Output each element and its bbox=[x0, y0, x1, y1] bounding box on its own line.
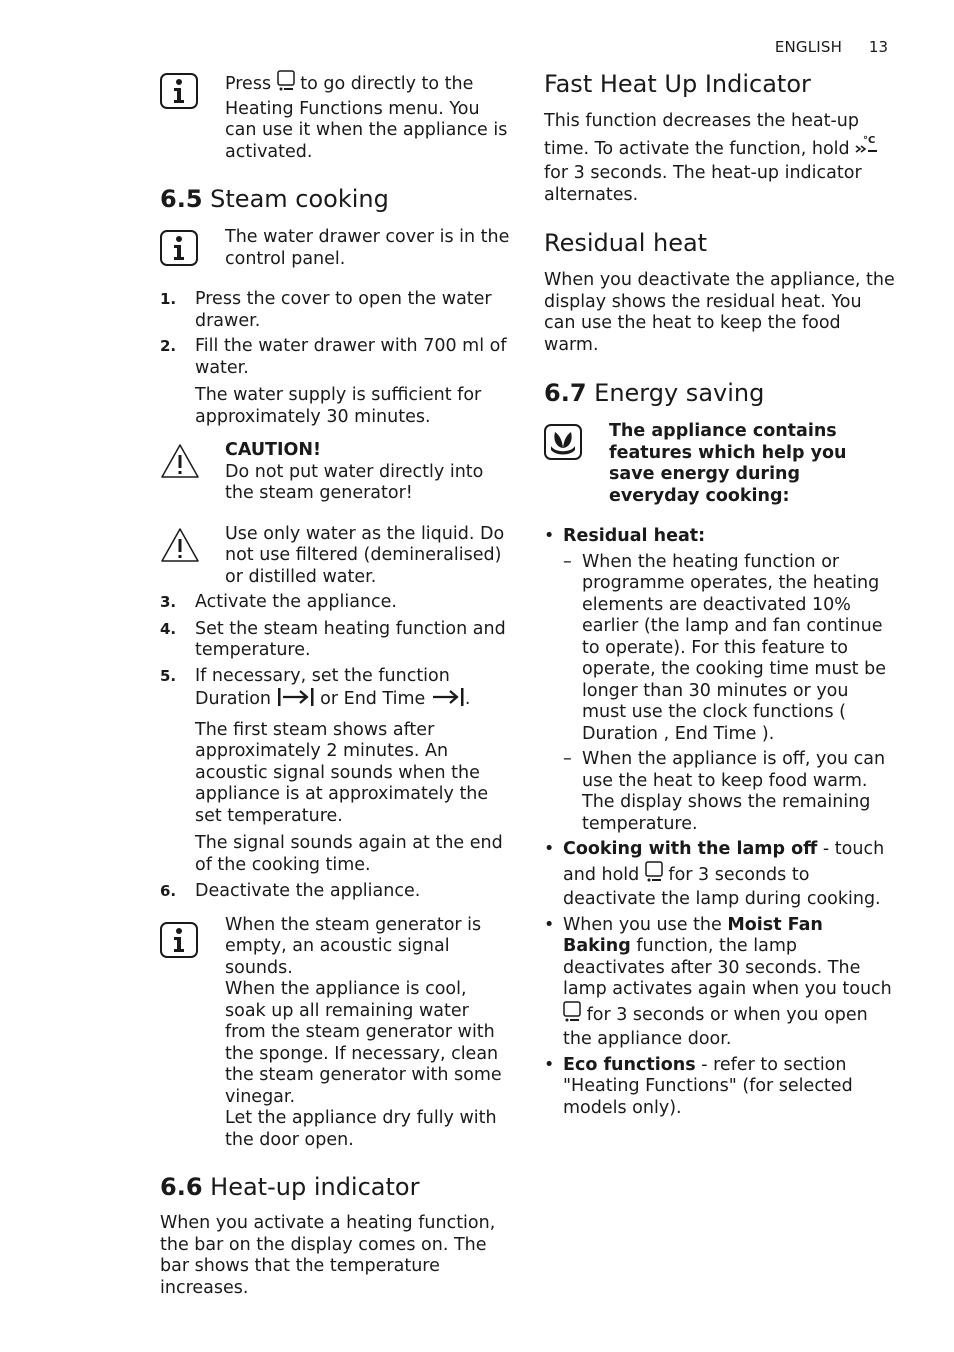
bullet-item: • Residual heat: bbox=[544, 526, 706, 546]
step-item: 4. Set the steam heating function and temperature. bbox=[160, 618, 506, 660]
heat-up-indicator-text: When you activate a heating function, the bar on the display comes on. The bar shows that the temperature increases. bbox=[160, 1213, 496, 1298]
step-item: 6. Deactivate the appliance. bbox=[160, 881, 421, 901]
caution-note bbox=[160, 440, 512, 505]
dash-item: – When the appliance is off, you can use the heat to keep food warm. The display shows the remaining temperature. bbox=[563, 749, 886, 834]
duration-icon bbox=[277, 687, 315, 714]
light-button-icon bbox=[645, 861, 663, 890]
residual-heat-heading: Residual heat bbox=[544, 229, 708, 257]
caution-title: CAUTION! bbox=[225, 440, 322, 460]
bullet-item: • Cooking with the lamp off - touch and hold for 3 seconds to deactivate the lamp during cooking. bbox=[544, 839, 885, 909]
svg-text:°C: °C bbox=[863, 134, 876, 146]
light-button-icon bbox=[563, 1001, 581, 1030]
intro-note bbox=[160, 70, 512, 163]
step-item: 2. Fill the water drawer with 700 ml of water. bbox=[160, 336, 507, 378]
steam-note bbox=[160, 227, 512, 270]
heat-up-indicator-heading: 6.6 Heat-up indicator bbox=[160, 1173, 420, 1201]
end-time-icon bbox=[431, 687, 465, 714]
energy-note-text: The appliance contains features which help you save energy during everyday cooking: bbox=[609, 421, 847, 506]
language-label: ENGLISH bbox=[774, 38, 843, 56]
step-sub-text: The water supply is sufficient for approximately 30 minutes. bbox=[195, 385, 482, 427]
page-header bbox=[775, 38, 888, 56]
step-item: 3. Activate the appliance. bbox=[160, 592, 397, 612]
fast-heat-up-text: This function decreases the heat-up time. To activate the function, hold °C for 3 seconds. The heat-up indicator alternates. bbox=[544, 111, 896, 206]
steam-generator-note: When the steam generator is empty, an acoustic signal sounds. When the appliance is cool, soak up all remaining water from the steam generator with the sponge. If necessary, clean the steam generator with some vinegar. Let the appliance dry fully with the door open. bbox=[160, 915, 512, 1152]
bullet-item: • When you use the Moist Fan Baking function, the lamp deactivates after 30 seconds. The lamp activates again when you touch for 3 seconds or when you open the appliance door. bbox=[544, 914, 892, 1049]
leaf-hand-icon bbox=[544, 424, 584, 464]
liquid-warning bbox=[160, 524, 512, 589]
step-sub-text: The first steam shows after approximately 2 minutes. An acoustic signal sounds when the appliance is at approximately the set temperature. bbox=[195, 719, 489, 826]
info-icon bbox=[160, 922, 200, 962]
step-item: 5. If necessary, set the function Duration or End Time . bbox=[160, 666, 512, 714]
liquid-warning-text: Use only water as the liquid. Do not use filtered (demineralised) or distilled water. bbox=[225, 523, 505, 587]
page-number: 13 bbox=[868, 38, 888, 56]
residual-heat-text: When you deactivate the appliance, the display shows the residual heat. You can use the heat to keep the food warm. bbox=[544, 270, 895, 355]
bullet-item: • Eco functions - refer to section "Heating Functions" (for selected models only). bbox=[544, 1054, 853, 1118]
warning-triangle-icon bbox=[160, 527, 200, 567]
fast-heat-up-heading: Fast Heat Up Indicator bbox=[544, 70, 811, 98]
step-sub-text: The signal sounds again at the end of the cooking time. bbox=[195, 833, 503, 875]
intro-note-text: Press to go directly to the Heating Functions menu. You can use it when the appliance is activated. bbox=[225, 70, 512, 163]
dash-item: – When the heating function or programme operates, the heating elements are deactivated 10% earlier (the lamp and fan continue to operate). For this feature to operate, the cooking time must be longer than 30 minutes or you must use the clock functions ( Duration , End Time ). bbox=[563, 551, 886, 744]
step-item: 1. Press the cover to open the water drawer. bbox=[160, 289, 492, 331]
warning-triangle-icon bbox=[160, 443, 200, 483]
energy-saving-heading: 6.7 Energy saving bbox=[544, 379, 765, 407]
fast-heat-button-icon bbox=[855, 133, 879, 164]
right-column bbox=[544, 70, 896, 1119]
energy-note bbox=[544, 421, 896, 507]
caution-text: Do not put water directly into the steam generator! bbox=[225, 461, 484, 503]
left-column bbox=[160, 70, 512, 1299]
info-icon bbox=[160, 230, 200, 270]
info-icon bbox=[160, 73, 200, 113]
light-button-icon bbox=[277, 70, 295, 99]
steam-cooking-heading: 6.5 Steam cooking bbox=[160, 185, 389, 213]
steam-note-text: The water drawer cover is in the control panel. bbox=[225, 227, 510, 269]
